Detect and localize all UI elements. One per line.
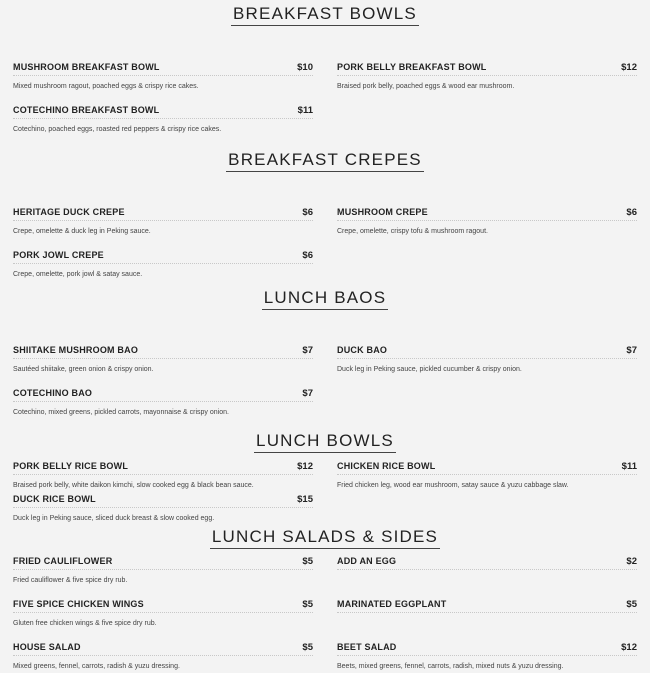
item-description: Fried cauliflower & five spice dry rub.: [13, 577, 128, 584]
item-price: $6: [302, 207, 313, 218]
menu-item: [337, 207, 637, 235]
item-price: $7: [302, 345, 313, 356]
item-name: PORK JOWL CREPE: [13, 250, 104, 260]
item-price: $7: [626, 345, 637, 356]
item-name: MARINATED EGGPLANT: [337, 599, 447, 609]
item-price: $5: [302, 556, 313, 567]
item-name: MUSHROOM CREPE: [337, 207, 428, 217]
menu-item: [337, 556, 637, 577]
item-name: PORK BELLY BREAKFAST BOWL: [337, 62, 487, 72]
item-price: $2: [626, 556, 637, 567]
menu-item: [337, 62, 637, 90]
item-price: $6: [302, 250, 313, 261]
menu-item: [337, 599, 637, 620]
item-name: HOUSE SALAD: [13, 642, 81, 652]
item-price: $15: [297, 494, 313, 505]
item-description: Braised pork belly, poached eggs & wood ear mushroom.: [337, 83, 515, 90]
menu-item: [13, 461, 313, 489]
item-price: $12: [297, 461, 313, 472]
item-price: $5: [626, 599, 637, 610]
menu-item: [337, 461, 637, 489]
item-description: Cotechino, poached eggs, roasted red peppers & crispy rice cakes.: [13, 126, 222, 133]
item-description: Duck leg in Peking sauce, pickled cucumber & crispy onion.: [337, 366, 522, 373]
item-description: Cotechino, mixed greens, pickled carrots, mayonnaise & crispy onion.: [13, 409, 229, 416]
item-description: Gluten free chicken wings & five spice dry rub.: [13, 620, 157, 627]
menu-item: [13, 250, 313, 278]
menu-item: [337, 345, 637, 373]
item-price: $7: [302, 388, 313, 399]
item-description: Duck leg in Peking sauce, sliced duck breast & slow cooked egg.: [13, 515, 215, 522]
item-price: $12: [621, 642, 637, 653]
item-price: $10: [297, 62, 313, 73]
item-name: COTECHINO BAO: [13, 388, 93, 398]
item-name: FRIED CAULIFLOWER: [13, 556, 113, 566]
menu-item: [13, 105, 313, 133]
item-name: DUCK RICE BOWL: [13, 494, 96, 504]
menu-item: [13, 642, 313, 670]
item-description: Braised pork belly, white daikon kimchi, slow cooked egg & black bean sauce.: [13, 482, 254, 489]
menu-item: [13, 556, 313, 584]
item-description: Mixed greens, fennel, carrots, radish & yuzu dressing.: [13, 663, 180, 670]
item-description: Sautéed shiitake, green onion & crispy onion.: [13, 366, 154, 373]
item-price: $5: [302, 642, 313, 653]
item-name: BEET SALAD: [337, 642, 397, 652]
menu-item: [13, 388, 313, 416]
item-description: Fried chicken leg, wood ear mushroom, satay sauce & yuzu cabbage slaw.: [337, 482, 569, 489]
section-title-breakfast-crepes: BREAKFAST CREPES: [0, 150, 650, 172]
item-name: MUSHROOM BREAKFAST BOWL: [13, 62, 160, 72]
item-name: PORK BELLY RICE BOWL: [13, 461, 129, 471]
item-name: SHIITAKE MUSHROOM BAO: [13, 345, 139, 355]
item-description: Beets, mixed greens, fennel, carrots, radish, mixed nuts & yuzu dressing.: [337, 663, 564, 670]
item-price: $11: [297, 105, 313, 116]
item-price: $5: [302, 599, 313, 610]
menu-item: [13, 345, 313, 373]
section-title-lunch-baos: LUNCH BAOS: [0, 288, 650, 310]
section-title-lunch-salads-sides: LUNCH SALADS & SIDES: [0, 527, 650, 549]
item-description: Mixed mushroom ragout, poached eggs & crispy rice cakes.: [13, 83, 199, 90]
item-description: Crepe, omelette & duck leg in Peking sauce.: [13, 228, 151, 235]
item-name: FIVE SPICE CHICKEN WINGS: [13, 599, 144, 609]
item-name: COTECHINO BREAKFAST BOWL: [13, 105, 160, 115]
menu-item: [337, 642, 637, 670]
menu-item: [13, 494, 313, 522]
item-price: $12: [621, 62, 637, 73]
menu-item: [13, 207, 313, 235]
item-name: DUCK BAO: [337, 345, 388, 355]
menu-item: [13, 599, 313, 627]
section-title-breakfast-bowls: BREAKFAST BOWLS: [0, 4, 650, 26]
item-price: $11: [621, 461, 637, 472]
item-description: Crepe, omelette, crispy tofu & mushroom ragout.: [337, 228, 488, 235]
item-name: ADD AN EGG: [337, 556, 397, 566]
item-name: CHICKEN RICE BOWL: [337, 461, 436, 471]
item-price: $6: [626, 207, 637, 218]
menu-item: [13, 62, 313, 90]
item-description: Crepe, omelette, pork jowl & satay sauce.: [13, 271, 143, 278]
item-name: HERITAGE DUCK CREPE: [13, 207, 125, 217]
section-title-lunch-bowls: LUNCH BOWLS: [0, 431, 650, 453]
